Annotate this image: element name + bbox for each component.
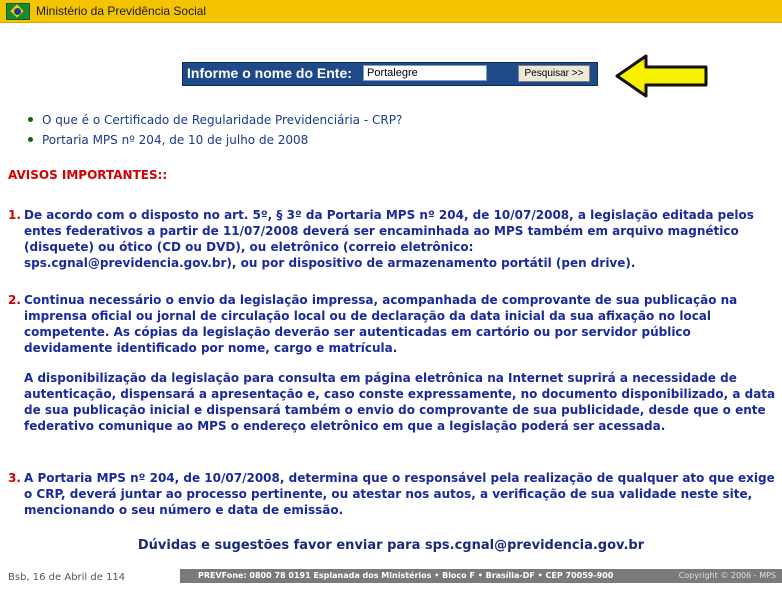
- bullet-icon: [28, 137, 33, 142]
- notice-number: 3.: [8, 471, 21, 485]
- search-button[interactable]: Pesquisar >>: [518, 65, 590, 82]
- notice-text: De acordo com o disposto no art. 5º, § 3º da Portaria MPS nº 204, de 10/07/2008, a legislação editada pelos entes federativos a partir de 11/07/2008 deverá ser encaminhada ao MPS também em arquivo magnético (disquete) ou ótico (CD ou DVD), ou eletrônico (correio eletrônico: sps.cgnal@previdencia.gov.br), ou por dispositivo de armazenamento portátil (pen drive).: [24, 208, 754, 270]
- info-links-list: [28, 112, 402, 152]
- notice-text: A Portaria MPS nº 204, de 10/07/2008, determina que o responsável pela realização de qualquer ato que exige o CRP, deverá juntar ao processo pertinente, ou atestar nos autos, a verificação de sua validade neste site, mencionando o seu número e data de emissão.: [24, 471, 775, 517]
- footer-copyright: Copyright © 2006 - MPS: [678, 571, 776, 580]
- footer-date: Bsb, 16 de Abril de 114: [8, 572, 126, 583]
- notice-text: A disponibilização da legislação para consulta em página eletrônica na Internet suprirá a necessidade de autenticação, dispensará a apresentação e, caso conste expressamente, no documento disponibilizado, a data de sua publicação inicial e dispensará também o envio do comprovante de sua publicidade, desde que o ente federativo comunique ao MPS o endereço eletrônico em que a legislação poderá ser acessada.: [24, 371, 776, 433]
- notice-text: Continua necessário o envio da legislação impressa, acompanhada de comprovante de sua publicação na imprensa oficial ou jornal de circulação local ou de declaração da data inicial da sua afixação no local competente. As cópias da legislação deverão ser autenticadas em cartório ou por servidor público devidamente identificado por nome, cargo e matrícula.: [24, 293, 738, 355]
- footer-address: PREVFone: 0800 78 0191 Esplanada dos Ministérios • Bloco F • Brasília-DF • CEP 70059-900: [198, 571, 614, 580]
- search-form: [182, 62, 598, 86]
- list-item: [28, 132, 402, 152]
- contact-line: [0, 538, 782, 553]
- crp-info-link[interactable]: O que é o Certificado de Regularidade Previdenciária - CRP?: [42, 113, 403, 127]
- notices-title: AVISOS IMPORTANTES::: [8, 168, 168, 182]
- list-item: [28, 112, 402, 132]
- contact-text: Dúvidas e sugestões favor enviar para: [137, 538, 421, 553]
- footer-bar: [180, 569, 782, 583]
- notice-number: 2.: [8, 293, 21, 307]
- ente-name-input[interactable]: [363, 65, 487, 81]
- yellow-arrow-left-icon: [614, 53, 710, 99]
- brazil-flag-icon: [6, 3, 30, 20]
- header-bar: [0, 0, 782, 23]
- app-title: Ministério da Previdência Social: [36, 4, 207, 18]
- portaria-link[interactable]: Portaria MPS nº 204, de 10 de julho de 2008: [42, 133, 309, 147]
- bullet-icon: [28, 117, 33, 122]
- email-link[interactable]: sps.cgnal@previdencia.gov.br: [24, 256, 227, 270]
- search-label: Informe o nome do Ente:: [187, 65, 352, 81]
- notice-number: 1.: [8, 208, 21, 222]
- contact-email-link[interactable]: sps.cgnal@previdencia.gov.br: [424, 538, 645, 553]
